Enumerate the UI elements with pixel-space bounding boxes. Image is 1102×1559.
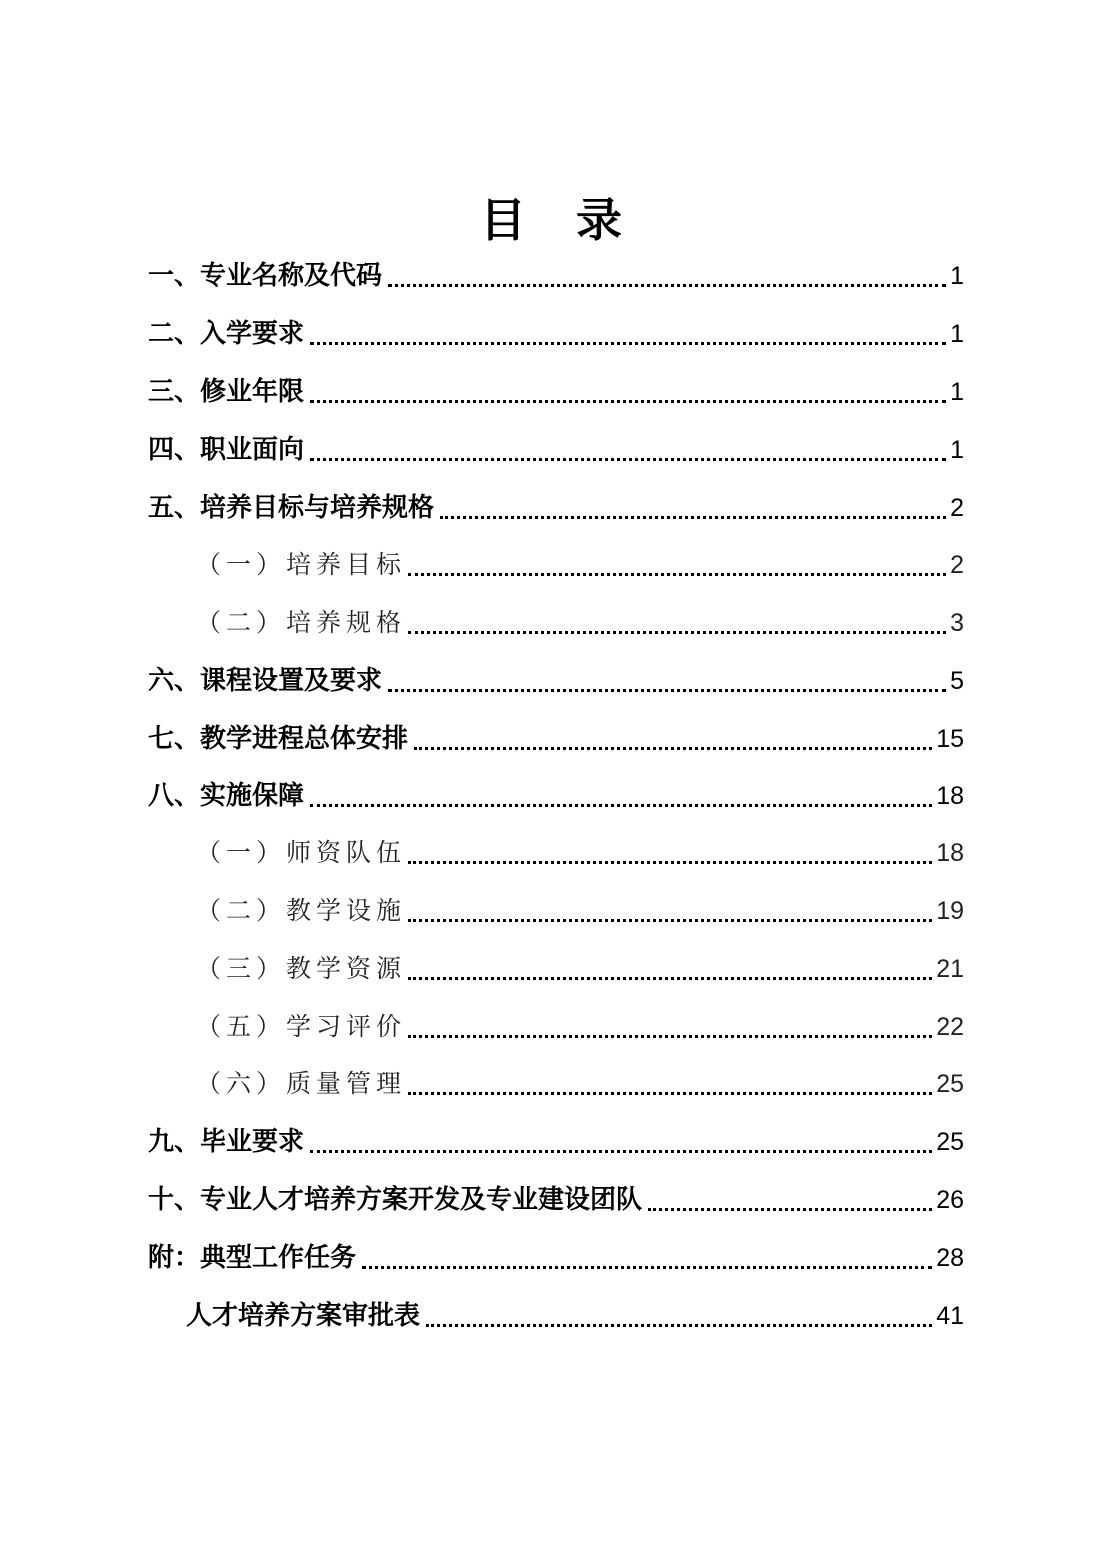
toc-entry-label: 十、专业人才培养方案开发及专业建设团队 [148, 1185, 643, 1215]
page-title-char-2: 录 [576, 193, 622, 247]
toc-dot-leader [310, 804, 932, 807]
toc-dot-leader [388, 284, 946, 287]
toc-entry-page: 1 [950, 378, 964, 406]
toc-dot-leader [408, 919, 932, 922]
toc-entry-label: 附：典型工作任务 [148, 1243, 357, 1273]
toc-entry-page: 1 [950, 262, 964, 290]
toc-dot-leader [310, 342, 946, 345]
toc-entry[interactable] [148, 488, 964, 528]
toc-appendix-label: 人才培养方案审批表 [186, 1301, 421, 1331]
toc-entry-page: 25 [936, 1128, 964, 1156]
toc-entry-label: 四、职业面向 [148, 435, 305, 465]
toc-entry-page: 15 [936, 725, 964, 753]
toc-subentry[interactable] [196, 1064, 964, 1104]
toc-entry-label: 九、毕业要求 [148, 1127, 305, 1157]
toc-dot-leader [408, 573, 946, 576]
toc-entry-label: 五、培养目标与培养规格 [148, 493, 435, 523]
toc-entry[interactable] [148, 372, 964, 412]
toc-entry-label: 一、专业名称及代码 [148, 261, 383, 291]
toc-entry-page: 18 [936, 782, 964, 810]
toc-subentry[interactable] [196, 1007, 964, 1047]
toc-subentry[interactable] [196, 545, 964, 585]
toc-entry-page: 1 [950, 436, 964, 464]
toc-dot-leader [408, 977, 932, 980]
toc-entry[interactable] [148, 776, 964, 816]
toc-entry-page: 26 [936, 1186, 964, 1214]
toc-dot-leader [310, 400, 946, 403]
toc-subentry[interactable] [196, 891, 964, 931]
toc-dot-leader [310, 1150, 932, 1153]
toc-subentry-page: 25 [936, 1070, 964, 1098]
toc-entry[interactable] [148, 430, 964, 470]
toc-entry-page: 2 [950, 494, 964, 522]
toc-entry[interactable] [148, 1180, 964, 1220]
toc-subentry-label: （三）教学资源 [196, 954, 407, 983]
toc-appendix-page: 41 [936, 1302, 964, 1330]
page-title-char-1: 目 [480, 193, 526, 247]
toc-dot-leader [414, 747, 932, 750]
toc-entry[interactable] [148, 1122, 964, 1162]
toc-subentry[interactable] [196, 833, 964, 873]
toc-entry-label: 六、课程设置及要求 [148, 666, 383, 696]
toc-dot-leader [408, 631, 946, 634]
toc-subentry-label: （二）教学设施 [196, 896, 407, 925]
toc-entry-label: 七、教学进程总体安排 [148, 724, 409, 754]
toc-dot-leader [648, 1208, 932, 1211]
toc-subentry-page: 21 [936, 955, 964, 983]
toc-subentry-page: 2 [950, 551, 964, 579]
toc-appendix-entry[interactable] [186, 1296, 964, 1336]
toc-subentry[interactable] [196, 603, 964, 643]
toc-subentry-label: （六）质量管理 [196, 1069, 407, 1098]
toc-subentry-label: （一）培养目标 [196, 550, 407, 579]
toc-subentry-page: 18 [936, 839, 964, 867]
toc-entry[interactable] [148, 661, 964, 701]
toc-entry[interactable] [148, 1238, 964, 1278]
toc-subentry-label: （二）培养规格 [196, 608, 407, 637]
toc-dot-leader [426, 1324, 932, 1327]
toc-dot-leader [440, 516, 946, 519]
toc-entry-label: 三、修业年限 [148, 377, 305, 407]
toc-entry-page: 5 [950, 667, 964, 695]
toc-subentry-label: （一）师资队伍 [196, 838, 407, 867]
toc-dot-leader [408, 861, 932, 864]
toc-subentry-page: 19 [936, 897, 964, 925]
toc-entry[interactable] [148, 719, 964, 759]
toc-subentry[interactable] [196, 949, 964, 989]
toc-entry-label: 八、实施保障 [148, 781, 305, 811]
toc-entry-label: 二、入学要求 [148, 319, 305, 349]
toc-dot-leader [310, 458, 946, 461]
toc-subentry-page: 3 [950, 609, 964, 637]
toc-dot-leader [388, 689, 946, 692]
toc-entry[interactable] [148, 314, 964, 354]
toc-subentry-label: （五）学习评价 [196, 1012, 407, 1041]
toc-dot-leader [408, 1035, 932, 1038]
toc-entry-page: 1 [950, 320, 964, 348]
toc-entry-page: 28 [936, 1244, 964, 1272]
toc-dot-leader [408, 1092, 932, 1095]
toc-subentry-page: 22 [936, 1013, 964, 1041]
toc-entry[interactable] [148, 256, 964, 296]
toc-dot-leader [362, 1266, 932, 1269]
